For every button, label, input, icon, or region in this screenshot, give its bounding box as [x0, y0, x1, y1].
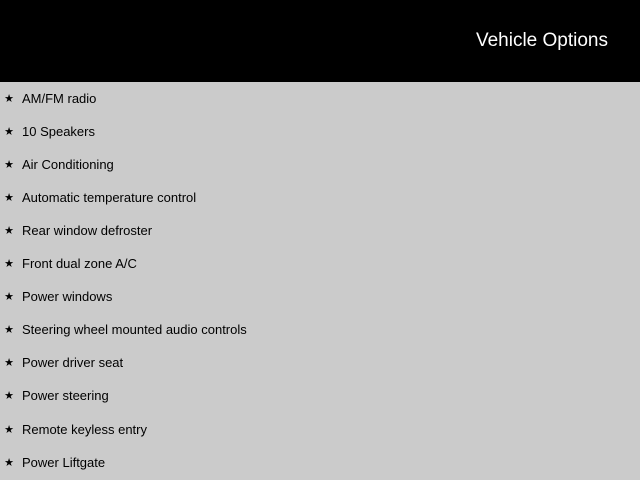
star-icon: ★	[4, 159, 14, 171]
list-item	[0, 221, 640, 241]
list-item	[0, 89, 640, 109]
option-label: Power driver seat	[22, 355, 124, 370]
star-icon: ★	[4, 225, 14, 237]
option-label: Power Liftgate	[22, 455, 106, 470]
star-icon: ★	[4, 357, 14, 369]
option-label: Power windows	[22, 289, 113, 304]
option-label: Steering wheel mounted audio controls	[22, 322, 247, 337]
list-item	[0, 320, 640, 340]
option-label: 10 Speakers	[22, 124, 95, 139]
list-item	[0, 453, 640, 473]
page-title: Vehicle Options	[475, 30, 608, 51]
option-label: AM/FM radio	[22, 91, 97, 106]
option-label: Remote keyless entry	[22, 422, 147, 437]
option-label: Air Conditioning	[22, 157, 114, 172]
option-label: Front dual zone A/C	[22, 256, 137, 271]
list-item	[0, 353, 640, 373]
vehicle-options-list	[0, 82, 640, 480]
list-item	[0, 386, 640, 406]
option-label: Power steering	[22, 388, 109, 403]
option-label: Rear window defroster	[22, 223, 153, 238]
list-item	[0, 122, 640, 142]
header-bar	[0, 0, 640, 82]
star-icon: ★	[4, 258, 14, 270]
star-icon: ★	[4, 424, 14, 436]
star-icon: ★	[4, 390, 14, 402]
star-icon: ★	[4, 457, 14, 469]
list-item	[0, 254, 640, 274]
option-label: Automatic temperature control	[22, 190, 197, 205]
star-icon: ★	[4, 126, 14, 138]
list-item	[0, 188, 640, 208]
list-item	[0, 287, 640, 307]
star-icon: ★	[4, 324, 14, 336]
list-item	[0, 420, 640, 440]
star-icon: ★	[4, 192, 14, 204]
star-icon: ★	[4, 93, 14, 105]
star-icon: ★	[4, 291, 14, 303]
list-item	[0, 155, 640, 175]
